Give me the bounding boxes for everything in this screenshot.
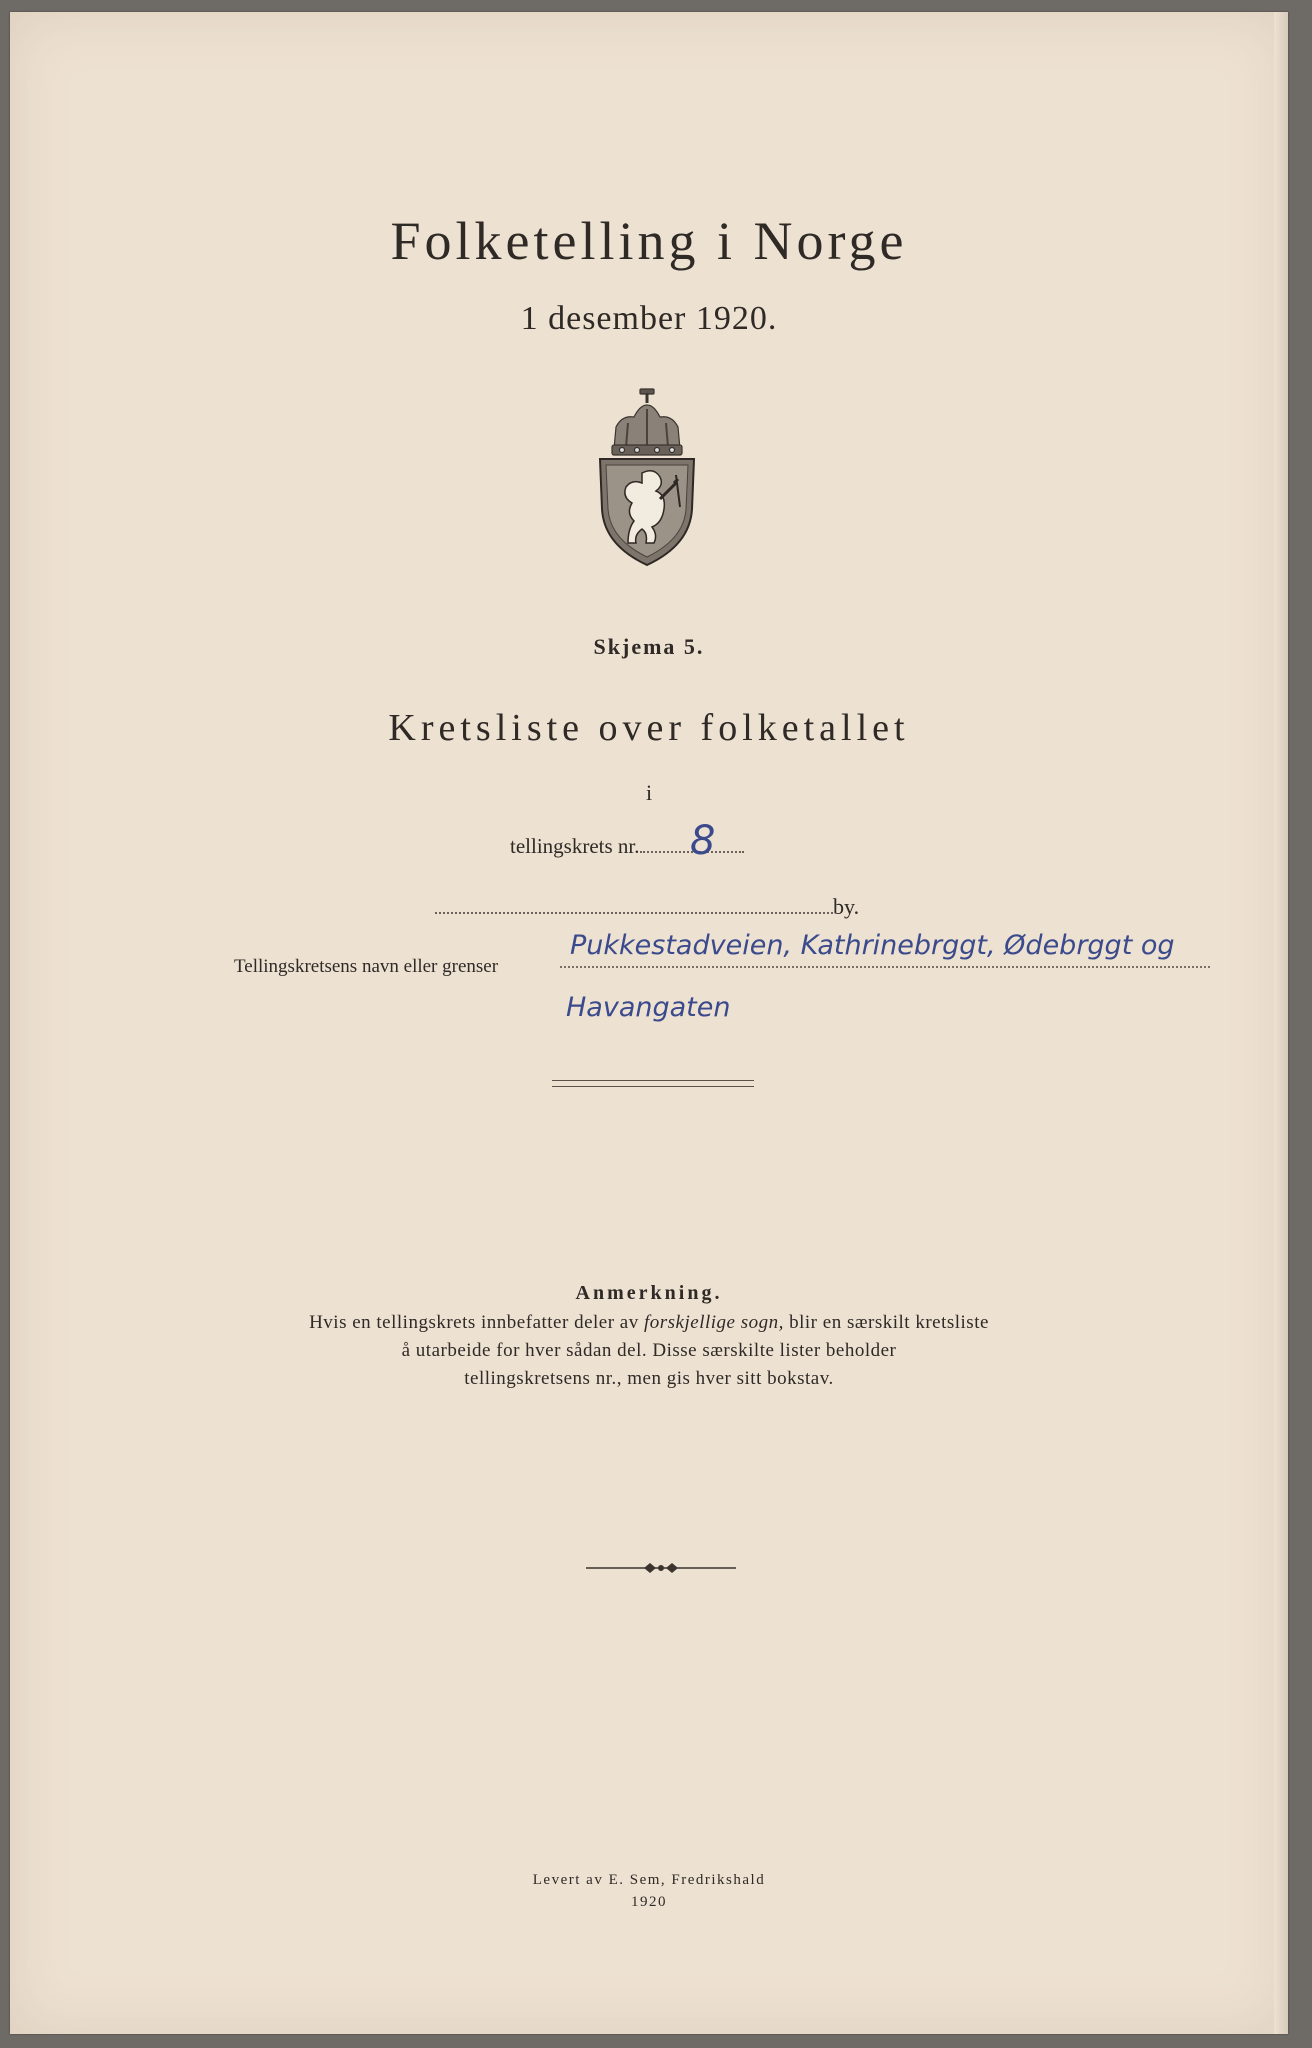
printer-credit: Levert av E. Sem, Fredrikshald [532,1872,766,1888]
by-label: by. [833,894,860,919]
note-line-3: tellingskretsens nr., men gis hver sitt bokstav. [464,1368,834,1389]
note-line-1-start: Hvis en tellingskrets innbefatter deler av [309,1312,644,1333]
krets-number-field [510,818,744,864]
ornament-divider-icon [586,1560,736,1576]
by-dotted-line [435,912,833,914]
note-title: Anmerkning. [575,1282,723,1304]
note-line-1-italic: forskjellige sogn, [643,1312,784,1333]
names-value-line1: Pukkestadveien, Kathrinebrggt, Ødebrggt og [570,930,1175,961]
form-heading: Kretsliste over folketallet [388,707,910,749]
norwegian-coat-of-arms-icon [592,387,702,567]
note-line-2: å utarbeide for hver sådan del. Disse særskilte lister beholder [401,1340,897,1361]
names-field-label: Tellingskretsens navn eller grenser [234,956,499,977]
form-title: Folketelling i Norge [390,211,908,271]
names-value-line2: Havangaten [566,992,731,1023]
printer-year: 1920 [631,1894,667,1910]
note-line-1 [10,1312,1288,1334]
census-form-page [10,12,1288,2034]
by-field [435,894,859,920]
census-date: 1 desember 1920. [520,300,778,337]
krets-value: 8 [690,818,716,864]
krets-label: tellingskrets nr. [510,834,640,858]
schema-number: Skjema 5. [593,634,705,659]
note-line-1-end: blir en særskilt kretsliste [783,1312,989,1333]
preposition: i [645,780,653,805]
double-rule-divider [552,1080,754,1087]
names-dotted-line [560,966,1210,968]
